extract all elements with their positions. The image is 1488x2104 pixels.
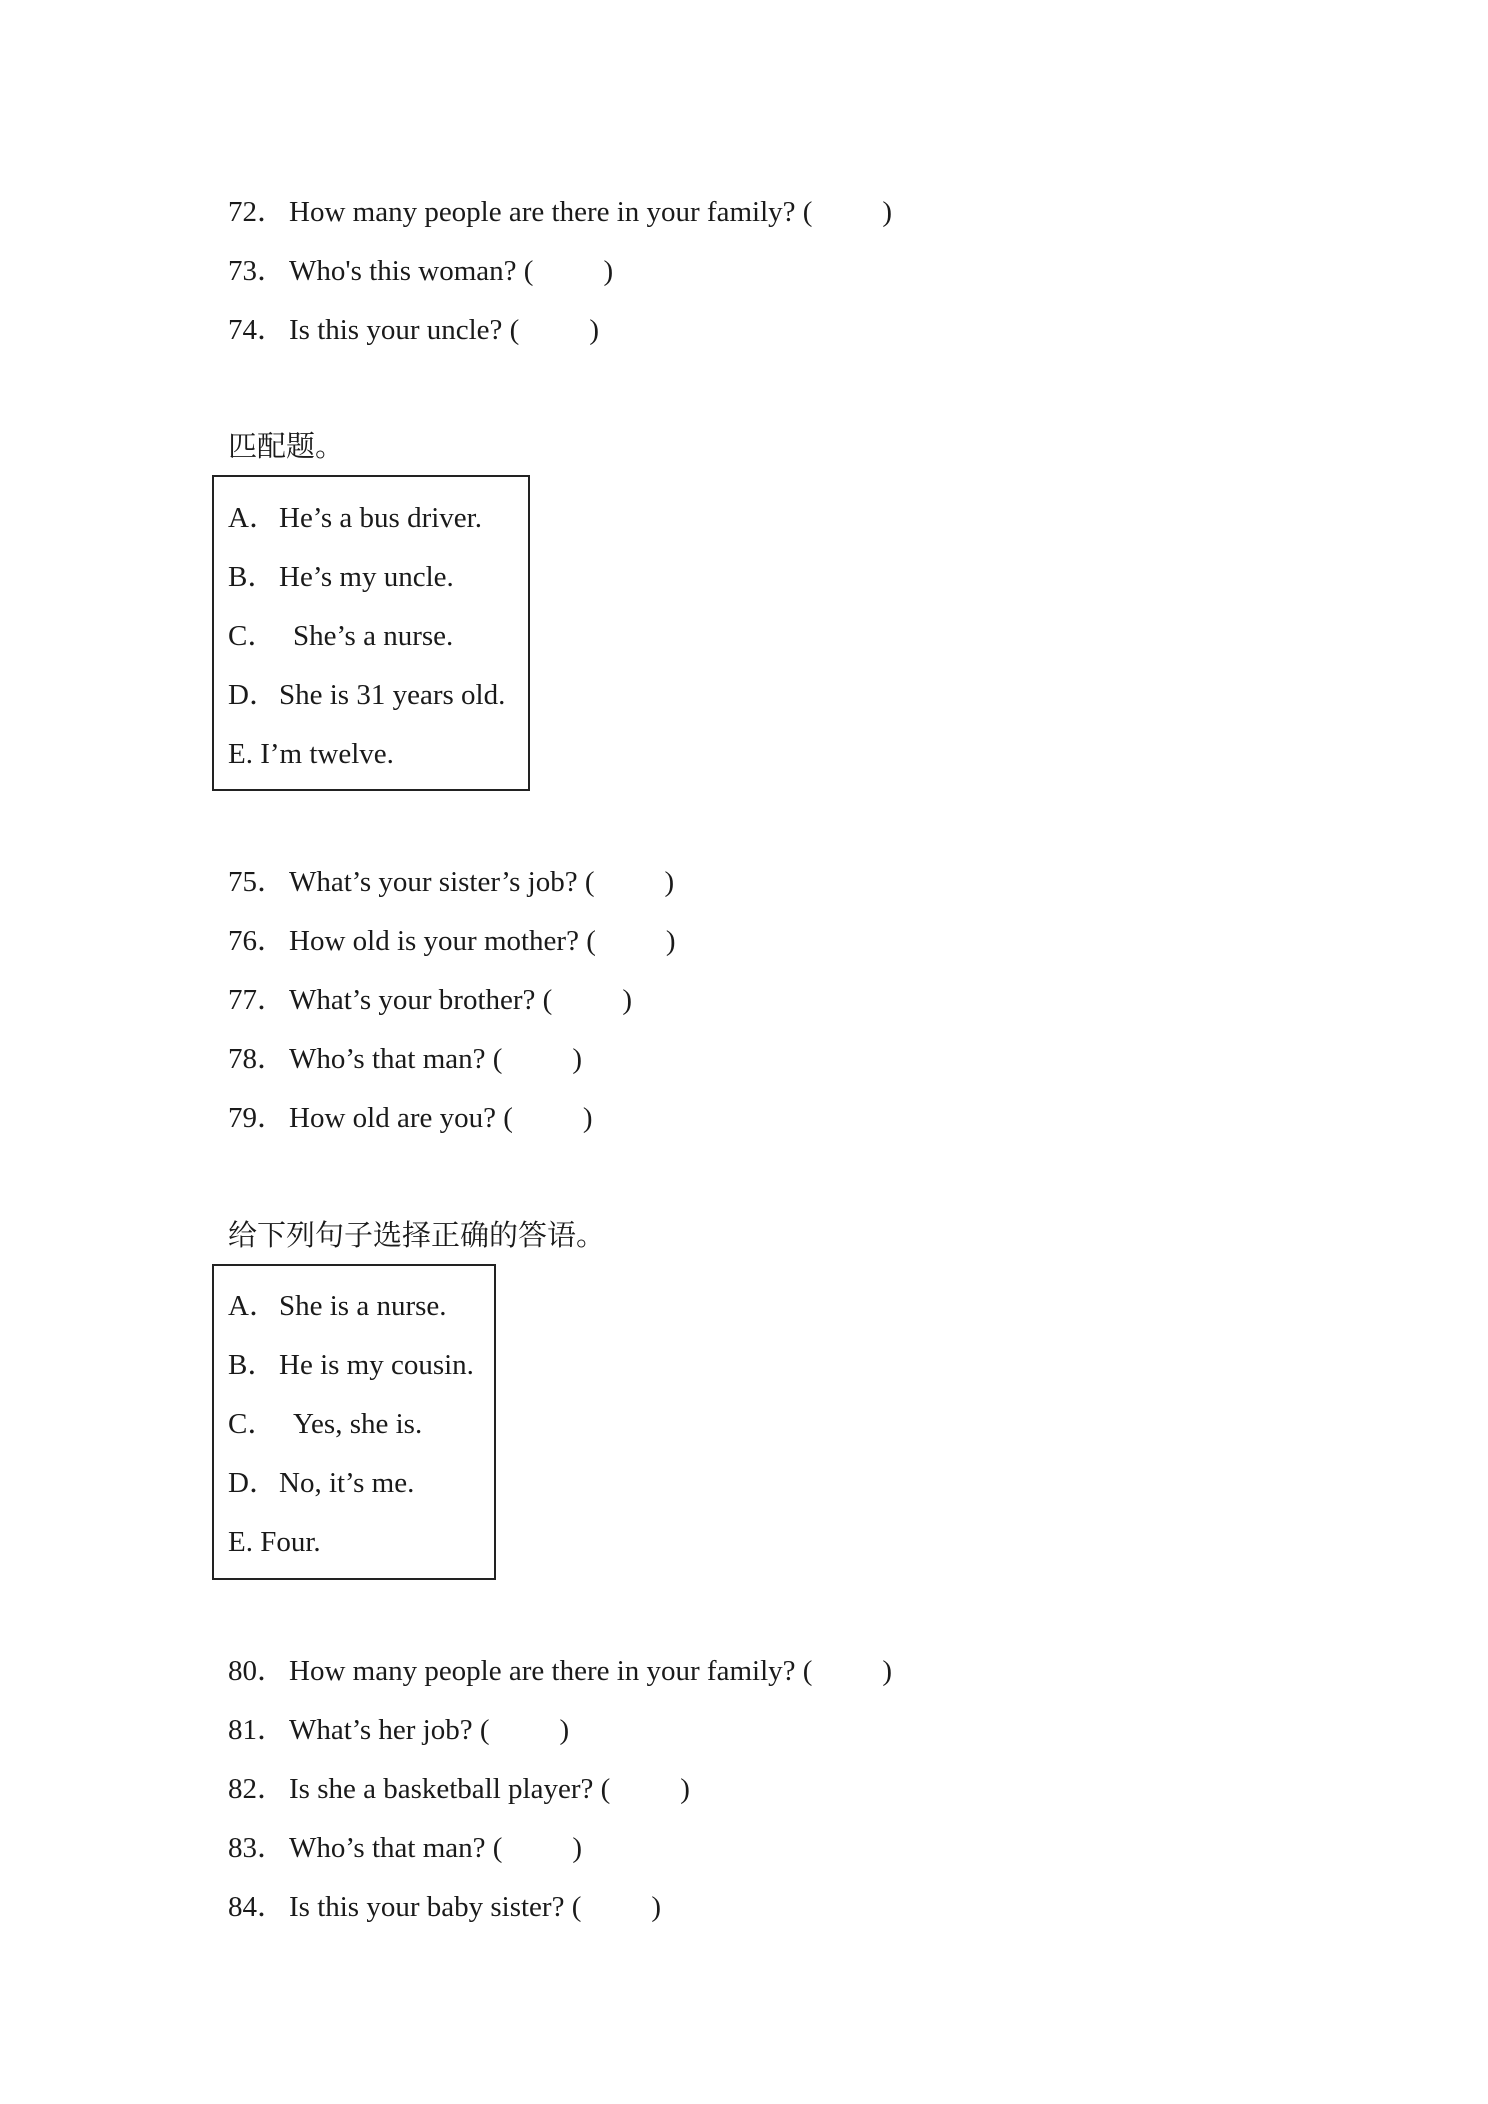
close-paren: )	[572, 1832, 583, 1864]
question-number: 84．	[228, 1891, 287, 1923]
option-b	[228, 1347, 474, 1383]
question-text: How old are you? (	[289, 1102, 513, 1134]
close-paren: )	[882, 1655, 893, 1687]
option-a	[228, 1288, 447, 1324]
question-text: What’s your sister’s job? (	[289, 866, 595, 898]
question-text: Is this your uncle? (	[289, 314, 520, 346]
section-heading-matching: 匹配题。	[228, 429, 345, 463]
question-text: Is she a basketball player? (	[289, 1773, 611, 1805]
option-letter: C．	[228, 1408, 277, 1440]
question-76	[228, 923, 676, 959]
question-number: 82．	[228, 1773, 287, 1805]
question-number: 74．	[228, 314, 287, 346]
question-text: How many people are there in your family? (	[289, 1655, 813, 1687]
question-84	[228, 1889, 661, 1925]
question-number: 77．	[228, 984, 287, 1016]
question-number: 78．	[228, 1043, 287, 1075]
option-e	[228, 736, 394, 772]
option-letter: C．	[228, 620, 277, 652]
question-82	[228, 1771, 690, 1807]
close-paren: )	[622, 984, 632, 1016]
option-d	[228, 1465, 414, 1501]
question-text: Who's this woman? (	[289, 255, 534, 287]
question-79	[228, 1100, 593, 1136]
option-d	[228, 677, 505, 713]
option-letter: D．	[228, 1467, 278, 1499]
question-number: 81．	[228, 1714, 287, 1746]
close-paren: )	[680, 1773, 690, 1805]
close-paren: )	[882, 196, 893, 228]
question-81	[228, 1712, 569, 1748]
close-paren: )	[559, 1714, 570, 1746]
option-letter: E.	[228, 1526, 253, 1558]
option-text: She is 31 years old.	[279, 679, 506, 711]
close-paren: )	[665, 925, 676, 957]
question-75	[228, 864, 674, 900]
question-77	[228, 982, 632, 1018]
option-c	[228, 1406, 422, 1442]
option-letter: D．	[228, 679, 278, 711]
option-text: He’s a bus driver.	[279, 502, 482, 534]
option-letter: A．	[228, 1290, 278, 1322]
option-letter: B．	[228, 1349, 277, 1381]
option-text: Four.	[260, 1526, 321, 1558]
close-paren: )	[589, 314, 600, 346]
question-number: 76．	[228, 925, 287, 957]
close-paren: )	[603, 255, 614, 287]
option-e	[228, 1524, 321, 1560]
question-73	[228, 253, 613, 289]
option-text: I’m twelve.	[260, 738, 394, 770]
option-b	[228, 559, 454, 595]
close-paren: )	[651, 1891, 662, 1923]
option-text: No, it’s me.	[279, 1467, 415, 1499]
option-letter: B．	[228, 561, 277, 593]
close-paren: )	[664, 866, 675, 898]
question-78	[228, 1041, 582, 1077]
question-number: 75．	[228, 866, 287, 898]
option-letter: A．	[228, 502, 278, 534]
question-number: 79．	[228, 1102, 287, 1134]
question-number: 80．	[228, 1655, 287, 1687]
section-heading-answers: 给下列句子选择正确的答语。	[228, 1218, 606, 1252]
option-c	[228, 618, 453, 654]
close-paren: )	[572, 1043, 583, 1075]
option-a	[228, 500, 482, 536]
question-number: 83．	[228, 1832, 287, 1864]
option-text: He is my cousin.	[279, 1349, 474, 1381]
question-text: Who’s that man? (	[289, 1832, 503, 1864]
question-number: 73．	[228, 255, 287, 287]
question-83	[228, 1830, 582, 1866]
question-72	[228, 194, 892, 230]
question-text: What’s your brother? (	[289, 984, 553, 1016]
question-text: Is this your baby sister? (	[289, 1891, 582, 1923]
question-number: 72．	[228, 196, 287, 228]
option-letter: E.	[228, 738, 253, 770]
question-text: What’s her job? (	[289, 1714, 490, 1746]
question-text: How many people are there in your family? (	[289, 196, 813, 228]
close-paren: )	[582, 1102, 593, 1134]
option-text: She’s a nurse.	[293, 620, 454, 652]
option-text: Yes, she is.	[293, 1408, 423, 1440]
option-text: He’s my uncle.	[279, 561, 454, 593]
question-text: Who’s that man? (	[289, 1043, 503, 1075]
question-text: How old is your mother? (	[289, 925, 596, 957]
question-80	[228, 1653, 892, 1689]
question-74	[228, 312, 599, 348]
option-text: She is a nurse.	[279, 1290, 447, 1322]
